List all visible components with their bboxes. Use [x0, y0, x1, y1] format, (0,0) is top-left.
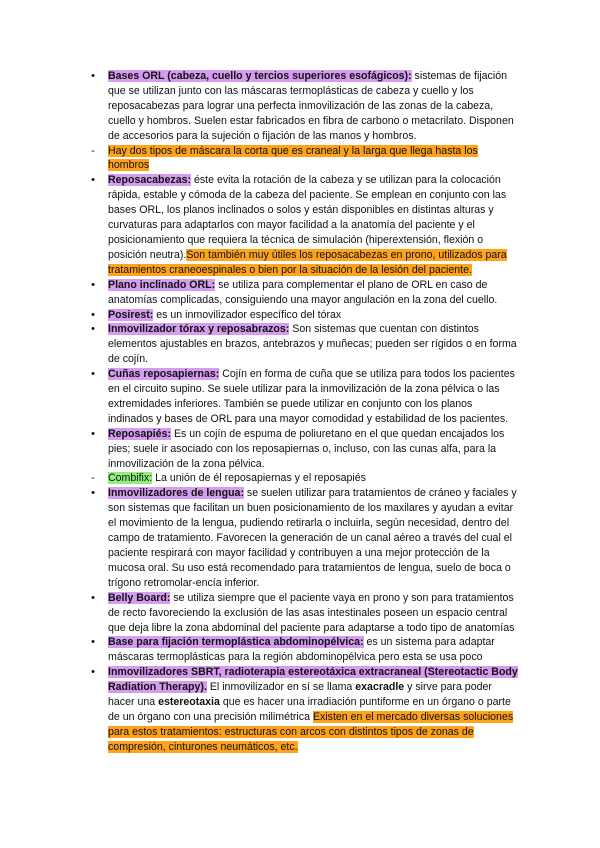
item-term: Plano inclinado ORL: [108, 278, 216, 291]
item-term: Inmovilizador tórax y reposabrazos: [108, 323, 290, 336]
list-item [0, 144, 600, 174]
list-item [0, 367, 600, 427]
dash-marker: - [91, 144, 95, 157]
item-text: se utiliza para complementar el plano de ORL en caso de anatomías complicadas, consiguiendo una mayor angulación en la zona del cuello. [108, 278, 498, 306]
item-text: La unión de él reposapiernas y el reposapiés [152, 472, 366, 485]
item-text: éste evita la rotación de la cabeza y se utilizan para la colocación rápida, estable y cómoda de la cabeza del paciente. Se emplean en conjunto con las bases ORL, los planos inclinados o solos y están disponibles en distintas alturas y curvaturas para adaptarlos con mayor facilidad a la anatomía del paciente y el posicionamiento que requiera la técnica de simulación (hiperextensión, flexión o posición neutra). [108, 174, 507, 261]
item-term: Posirest: [108, 308, 154, 321]
item-text: se suelen utilizar para tratamientos de cráneo y faciales y son sistemas que facilitan un buen posicionamiento de los maxilares y ayudan a evitar el movimiento de la lengua, pudiendo retirarla o incluirla, según necesidad, dentro del campo de tratamiento. Favorecen la generación de un canal aéreo a través del cual el paciente respirará con mayor facilidad y contribuyen a una mejor protección de la mucosa oral. Su uso está recomendado para tratamientos de lengua, suelo de boca o trígono retromolar-encía inferior. [108, 487, 517, 589]
item-text: es un sistema para adaptar máscaras termoplásticas para la región abdominopélvica pero esta se usa poco [108, 636, 495, 664]
highlight-orange: Hay dos tipos de máscara la corta que es craneal y la larga que llega hasta los hombros [108, 144, 478, 172]
list-item [0, 665, 600, 754]
list-item [0, 278, 600, 308]
item-text: que es hacer una irradiación puntiforme en un órgano o parte de un órgano con una precisión milimétrica [108, 696, 511, 723]
item-term: Inmovilizadores de lengua: [108, 487, 244, 500]
dash-marker: - [91, 472, 95, 485]
item-text: El inmovilizador en sí se llama [206, 681, 356, 694]
bullet-marker: • [91, 308, 95, 321]
list-item [0, 322, 600, 367]
bullet-marker: • [91, 666, 95, 679]
list-item [0, 471, 600, 486]
item-text: Son sistemas que cuentan con distintos elementos ajustables en brazos, antebrazos y muñecas; pueden ser rígidos o en forma de cojín. [108, 323, 517, 366]
list-item [0, 69, 600, 144]
highlight-orange: Son también muy útiles los reposacabezas en prono, utilizados para tratamientos craneoespinales o bien por la situación de la lesión del paciente. [108, 248, 507, 276]
list-item [0, 635, 600, 665]
highlight-green: Combifix: [108, 472, 153, 485]
item-text: Cojín en forma de cuña que se utiliza para todos los pacientes en el circuito supino. Se suele utilizar para la inmovilización de la zona pélvica o las extremidades inferiores. También se puede utilizar en conjunto con los planos indinados y bases de ORL para una mayor comodidad y estabilidad de los pacientes. [108, 368, 515, 425]
item-term: Bases ORL (cabeza, cuello y tercios superiores esofágicos): [108, 70, 412, 82]
bullet-marker: • [91, 487, 95, 500]
bullet-marker: • [91, 323, 95, 336]
bullet-marker: • [91, 70, 95, 82]
item-text: Es un cojín de espuma de poliuretano en el que quedan encajados los pies; suele ir asociado con los reposapiernas o, incluso, con las cunas alfa, para la inmovilización de la zona pélvica. [108, 427, 505, 470]
item-text: sistemas de fijación que se utilizan junto con las máscaras termoplásticas de cabeza y cuello y los reposacabezas para lograr una perfecta inmovilización de las zonas de la cabeza, cuello y hombros. Suelen estar fabricados en fibra de carbono o metacrilato. Disponen de accesorios para la sujeción o fijación de las manos y hombros. [108, 70, 514, 142]
list-item [0, 591, 600, 636]
highlight-orange: Existen en el mercado diversas soluciones para estos tratamientos: estructuras con arcos con distintos tipos de zonas de compresión, cinturones neumáticos, etc. [108, 710, 514, 753]
bold-term: exacradle [355, 681, 405, 694]
bullet-marker: • [91, 636, 95, 649]
item-term: Cuñas reposapiernas: [108, 368, 220, 381]
list-item [0, 486, 600, 590]
list-item [0, 308, 600, 323]
item-text: y sirve para poder hacer una [108, 681, 492, 709]
item-term: Reposapiés: [108, 427, 171, 440]
bold-term: estereotaxia [158, 696, 220, 709]
item-term: Belly Board: [108, 591, 171, 604]
bullet-marker: • [91, 591, 95, 604]
bullet-marker: • [91, 427, 95, 440]
list-item [0, 427, 600, 472]
item-term: Inmovilizadores SBRT, radioterapia estereotáxica extracraneal (Stereotactic Body Radiation Therapy). [108, 666, 518, 694]
item-term: Base para fijación termoplástica abdominopélvica: [108, 636, 364, 649]
bullet-marker: • [91, 278, 95, 291]
list-item [0, 173, 600, 277]
item-term: Reposacabezas: [108, 174, 192, 187]
notes-list [0, 69, 600, 755]
item-text: es un inmovilizador específico del tórax [153, 308, 342, 321]
bullet-marker: • [91, 368, 95, 381]
item-text: se utiliza siempre que el paciente vaya en prono y son para tratamientos de recto favoreciendo la exclusión de las asas intestinales poseen un espacio central que deja libre la zona abdominal del paciente para adaptarse a todo tipo de anatomías [108, 591, 515, 634]
bullet-marker: • [91, 174, 95, 187]
